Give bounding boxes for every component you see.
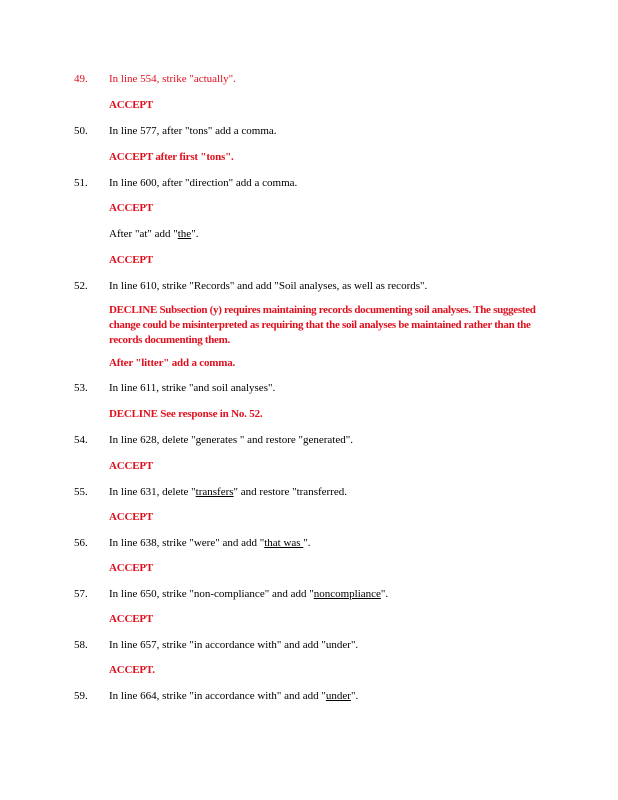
item-instruction: In line 628, delete "generates " and restore "generated".	[109, 434, 353, 446]
item-instruction: In line 657, strike "in accordance with" and add "under".	[109, 639, 359, 651]
item-response: ACCEPT	[109, 613, 154, 625]
item-instruction: In line 610, strike "Records" and add "Soil analyses, as well as records".	[109, 280, 428, 292]
item-instruction: In line 577, after "tons" add a comma.	[109, 125, 277, 137]
item-number: 58.	[74, 639, 88, 651]
item-response: DECLINE Subsection (y) requires maintaining records documenting soil analyses. The suggested change could be misinterpreted as requiring that the soil analyses be maintained rather than the records documenting them.	[109, 304, 536, 346]
item-number: 56.	[74, 537, 88, 549]
item-instruction: In line 600, after "direction" add a comma.	[109, 177, 298, 189]
item-response: ACCEPT.	[109, 664, 155, 676]
item-number: 55.	[74, 486, 88, 498]
item-number: 57.	[74, 588, 88, 600]
item-number: 52.	[74, 280, 88, 292]
item-instruction: In line 664, strike "in accordance with" and add "under".	[109, 690, 359, 702]
item-extra-response: After "litter" add a comma.	[109, 357, 236, 369]
item-extra-instruction: After "at" add "the".	[109, 228, 199, 240]
item-response: ACCEPT after first "tons".	[109, 151, 234, 163]
item-response: ACCEPT	[109, 562, 154, 574]
item-response: ACCEPT	[109, 202, 154, 214]
item-response: ACCEPT	[109, 460, 154, 472]
item-response: ACCEPT	[109, 511, 154, 523]
item-number: 49.	[74, 73, 88, 85]
item-response: DECLINE See response in No. 52.	[109, 408, 263, 420]
item-instruction: In line 611, strike "and soil analyses".	[109, 382, 276, 394]
item-instruction: In line 638, strike "were" and add "that was ".	[109, 537, 311, 549]
item-extra-response: ACCEPT	[109, 254, 154, 266]
item-number: 51.	[74, 177, 88, 189]
item-instruction: In line 554, strike "actually".	[109, 73, 236, 85]
item-instruction: In line 650, strike "non-compliance" and add "noncompliance".	[109, 588, 389, 600]
item-number: 53.	[74, 382, 88, 394]
item-instruction: In line 631, delete "transfers" and restore "transferred.	[109, 486, 347, 498]
item-number: 50.	[74, 125, 88, 137]
item-response: ACCEPT	[109, 99, 154, 111]
item-number: 59.	[74, 690, 88, 702]
item-number: 54.	[74, 434, 88, 446]
